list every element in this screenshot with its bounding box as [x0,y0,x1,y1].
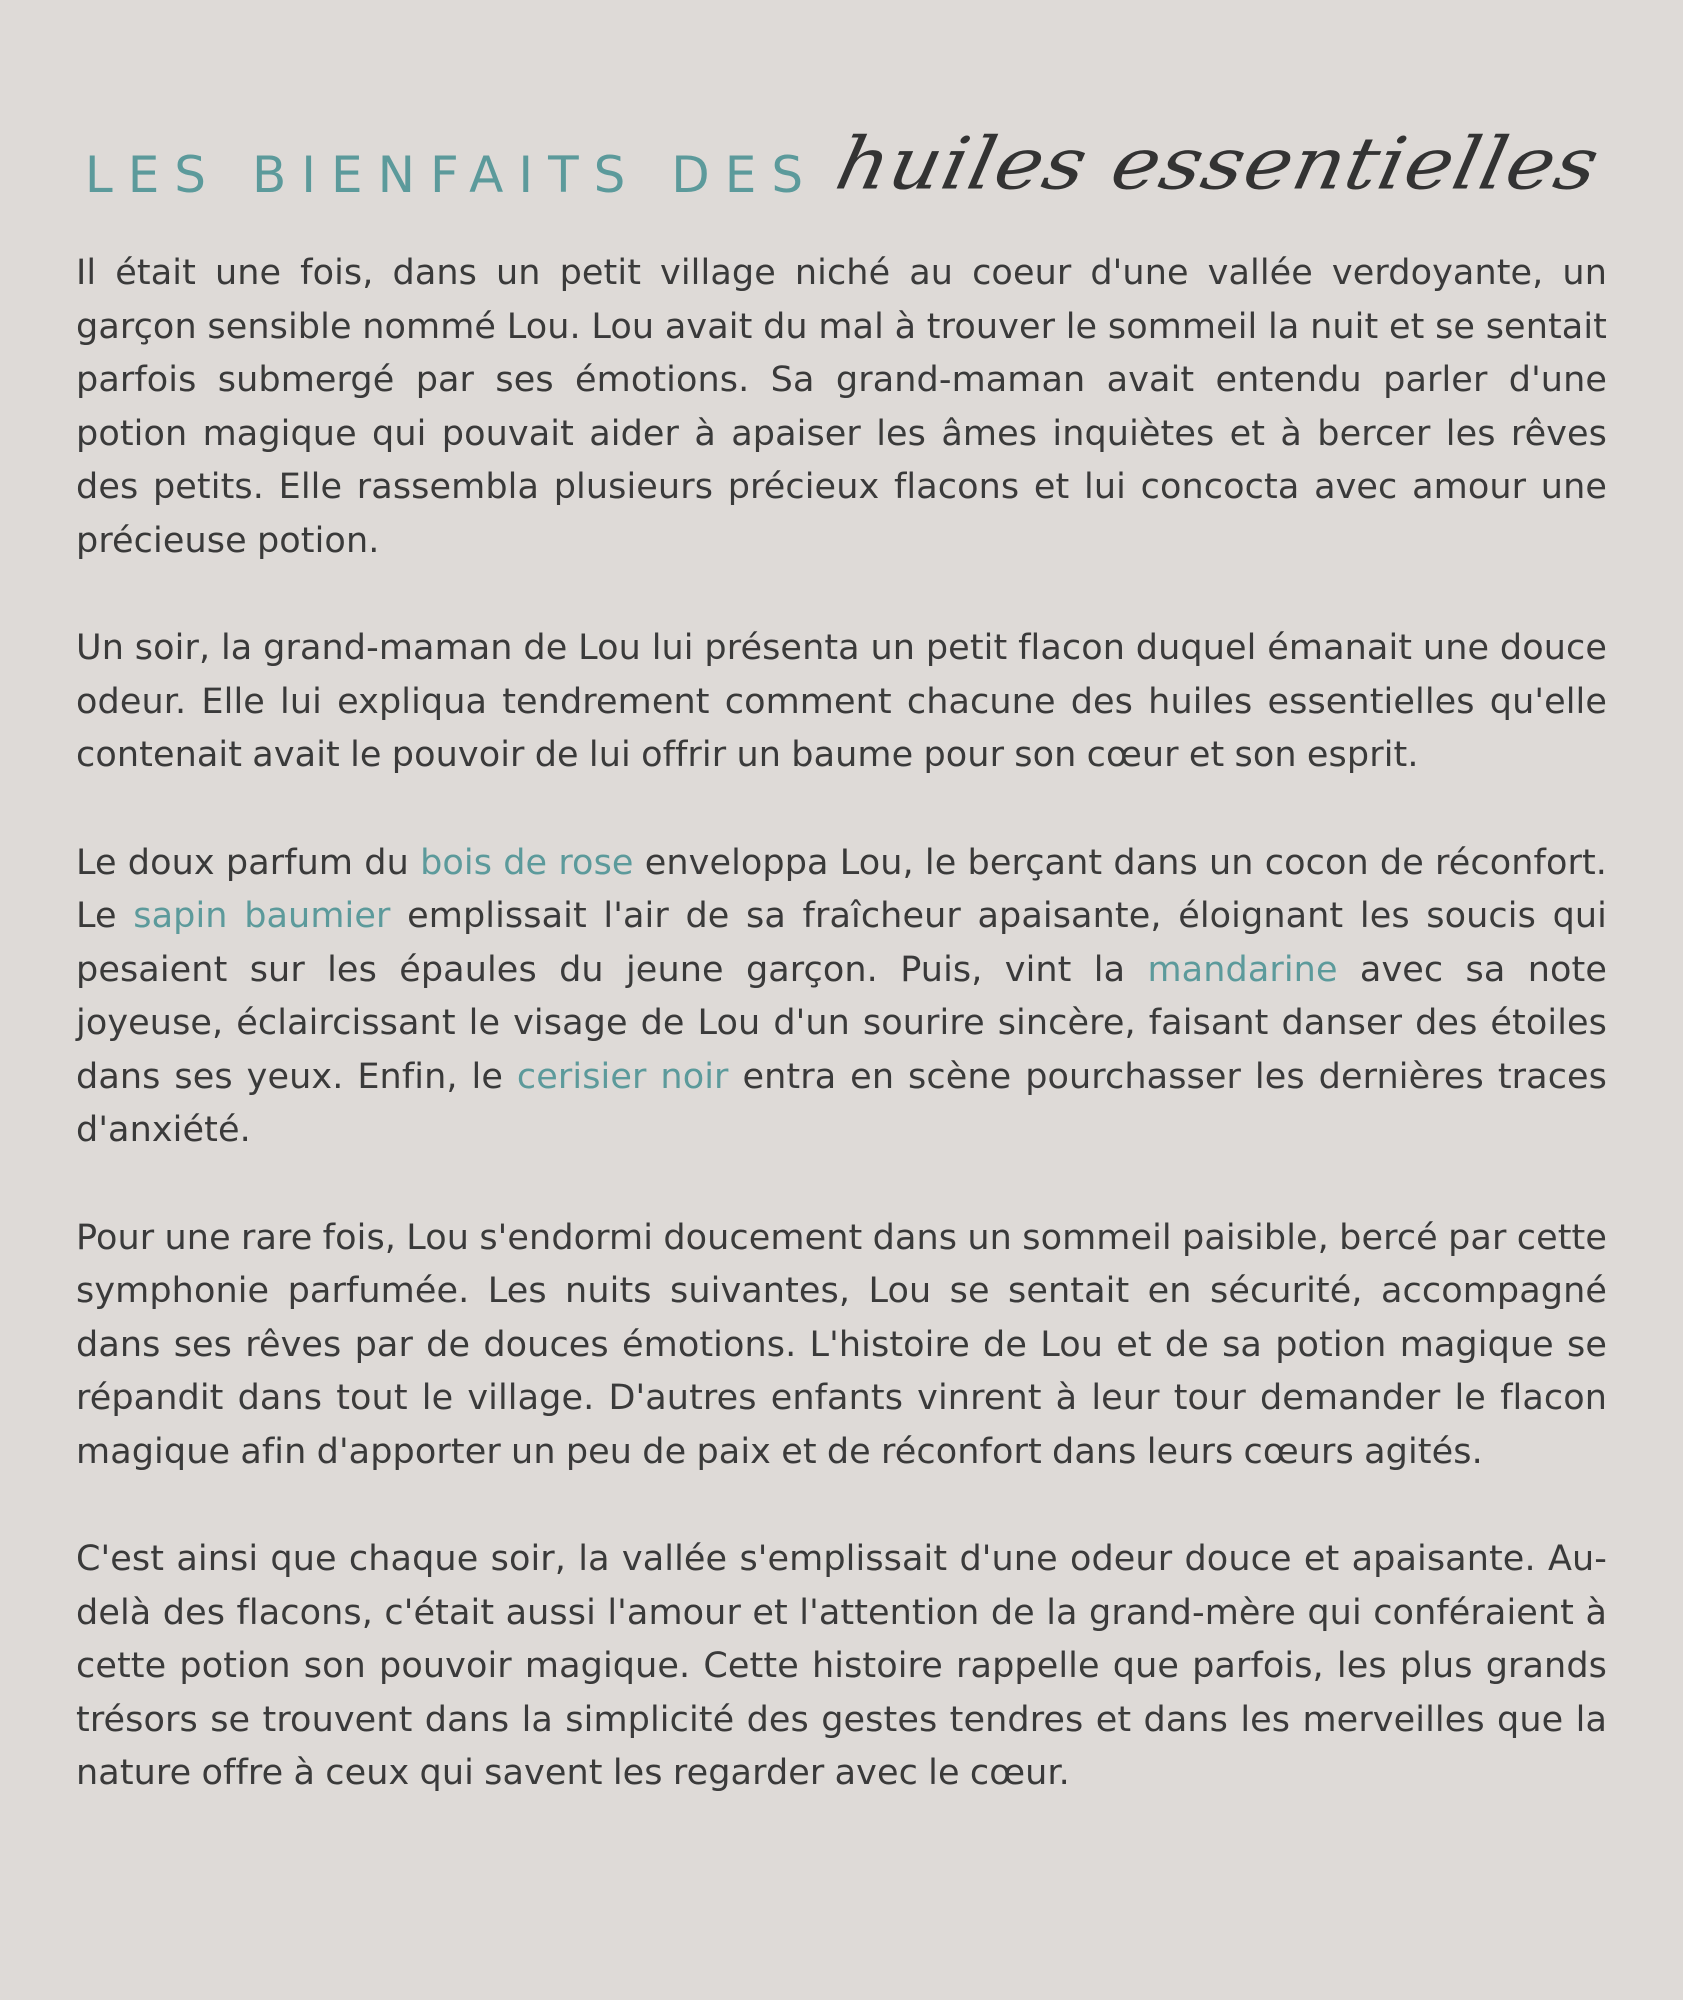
oil-sapin-baumier: sapin baumier [133,896,391,936]
page-title [0,95,1683,235]
story-body [76,247,1607,1855]
paragraph-5: C'est ainsi que chaque soir, la vallée s'emplissait d'une odeur douce et apaisante. Au-delà des flacons, c'était aussi l'amour et l'attention de la grand-mère qui conféraient à cette potion son pouvoir magique. Cette histoire rappelle que parfois, les plus grands trésors se trouvent dans la simplicité des gestes tendres et dans les merveilles que la nature offre à ceux qui savent les regarder avec le cœur. [76,1539,1607,1793]
paragraph-3-text-1: Le doux parfum du [76,842,421,883]
paragraph-4: Pour une rare fois, Lou s'endormi doucement dans un sommeil paisible, bercé par cette symphonie parfumée. Les nuits suivantes, Lou se sentait en sécurité, accompagné dans ses rêves par de douces émotions. L'histoire de Lou et de sa potion magique se répandit dans tout le village. D'autres enfants vinrent à leur tour demander le flacon magique afin d'apporter un peu de paix et de réconfort dans leurs cœurs agités. [76,1217,1607,1472]
oil-cerisier-noir: cerisier noir [516,1056,729,1097]
title-caps: LES BIENFAITS DES [84,146,819,204]
paragraph-3-text-4: avec sa note joyeuse, éclaircissant le visage de Lou d'un sourire sincère, faisant danser des étoiles dans ses yeux. Enfin, le [76,949,1607,1097]
title-script: huiles essentielles [829,121,1608,205]
paragraph-3 [76,837,1607,1158]
paragraph-2: Un soir, la grand-maman de Lou lui présenta un petit flacon duquel émanait une douce odeur. Elle lui expliqua tendrement comment chacune des huiles essentielles qu'elle contenait avait le pouvoir de lui offrir un baume pour son cœur et son esprit. [76,628,1607,775]
paragraph-1: Il était une fois, dans un petit village niché au coeur d'une vallée verdoyante, un garçon sensible nommé Lou. Lou avait du mal à trouver le sommeil la nuit et se sentait parfois submergé par ses émotions. Sa grand-maman avait entendu parler d'une potion magique qui pouvait aider à apaiser les âmes inquiètes et à bercer les rêves des petits. Elle rassembla plusieurs précieux flacons et lui concocta avec amour une précieuse potion. [76,253,1607,561]
oil-mandarine: mandarine [1147,949,1338,990]
paragraph-3-text-5: entra en scène pourchasser les dernières traces d'anxiété. [76,1056,1607,1150]
paragraph-3-text-3: emplissait l'air de sa fraîcheur apaisante, éloignant les soucis qui pesaient sur les épaules du jeune garçon. Puis, vint la [76,896,1607,990]
oil-bois-de-rose: bois de rose [420,842,634,883]
paragraph-3-text-2: enveloppa Lou, le berçant dans un cocon de réconfort. Le [76,842,1607,936]
